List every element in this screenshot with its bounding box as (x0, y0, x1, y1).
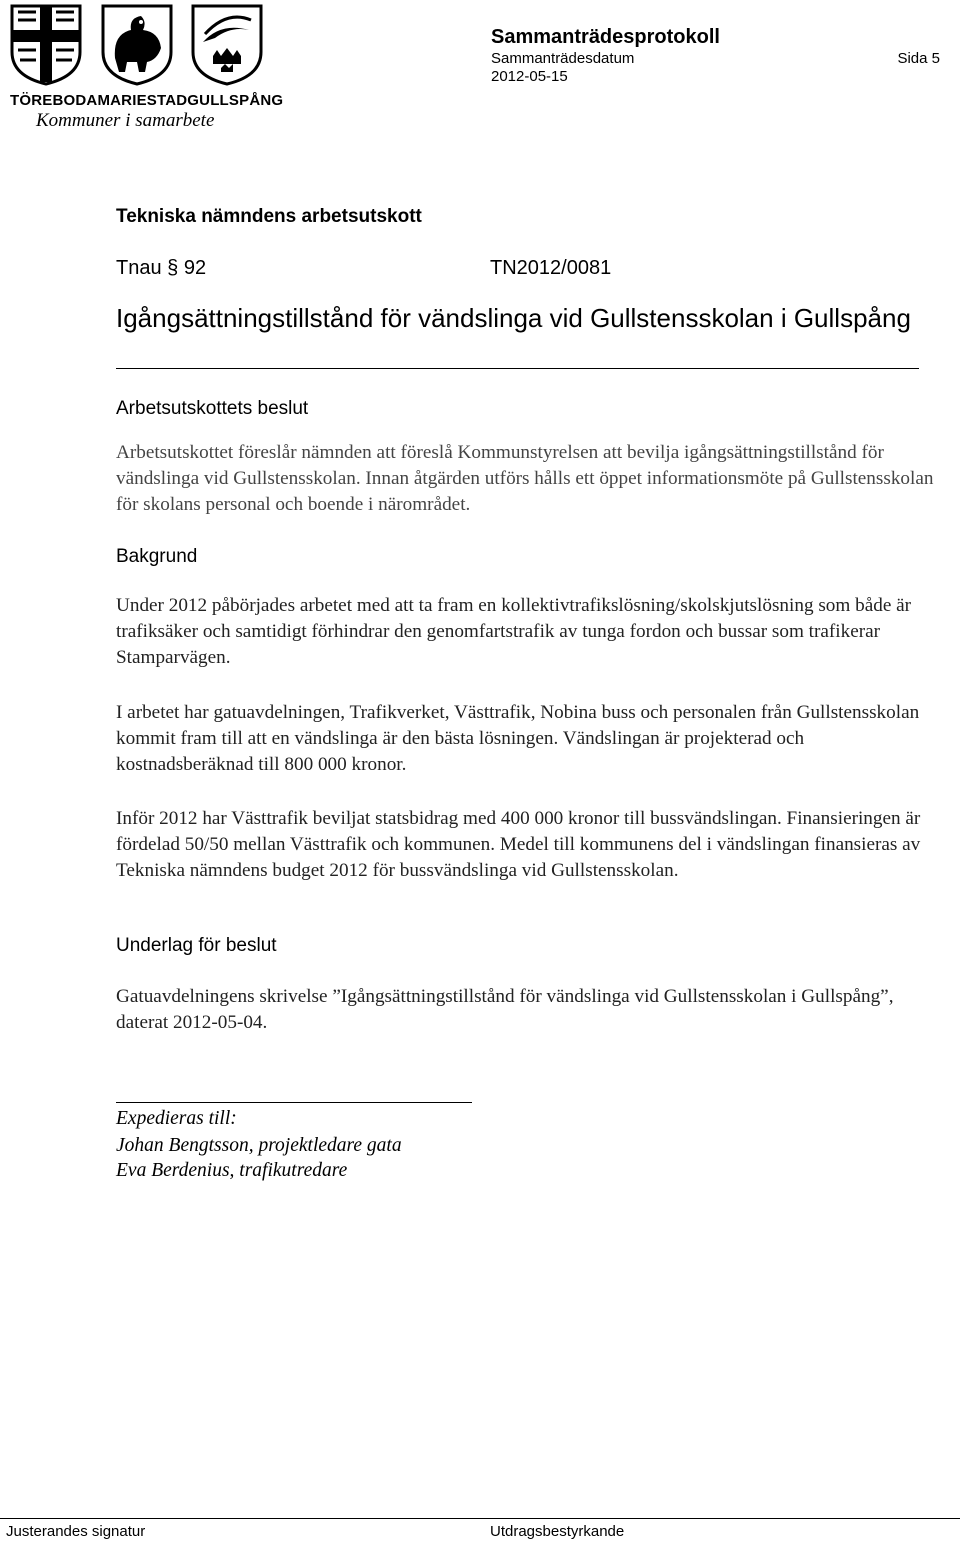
municipality-names (10, 92, 284, 109)
municipality-mariestad: MARIESTAD (97, 92, 188, 109)
municipal-logos (8, 4, 284, 132)
basis-heading: Underlag för beslut (116, 935, 277, 956)
paragraph-code: Tnau § 92 (116, 257, 207, 279)
case-number: TN2012/0081 (490, 257, 612, 279)
municipality-gullspang: GULLSPÅNG (187, 92, 284, 109)
decision-heading: Arbetsutskottets beslut (116, 398, 309, 419)
mariestad-shield-icon (101, 4, 173, 86)
distribution-divider (116, 1102, 472, 1103)
footer-divider (0, 1518, 960, 1519)
committee-name: Tekniska nämndens arbetsutskott (116, 206, 422, 227)
page-number: Sida 5 (897, 50, 940, 67)
gullspang-shield-icon (191, 4, 263, 86)
title-divider (116, 368, 919, 369)
basis-text: Gatuavdelningens skrivelse ”Igångsättningstillstånd för vändslinga vid Gullstensskolan i Gullspång”, daterat 2012-05-04. (116, 986, 894, 1033)
background-heading: Bakgrund (116, 546, 198, 567)
logo-tagline: Kommuner i samarbete (36, 110, 215, 131)
document-title: Sammanträdesprotokoll (491, 26, 720, 48)
meeting-date: 2012-05-15 (491, 68, 568, 85)
background-paragraph: Inför 2012 har Västtrafik beviljat statsbidrag med 400 000 kronor till bussvändslingan. Finansieringen är fördelad 50/50 mellan Västtrafik och kommunen. Medel till kommunens del i vändslingan finansieras av Tekniska nämndens budget 2012 för bussvändslinga vid Gullstensskolan. (116, 808, 921, 881)
distribution-recipient: Johan Bengtsson, projektledare gata (116, 1135, 402, 1156)
municipality-toreboda: TÖREBODA (10, 92, 98, 109)
distribution-label: Expedieras till: (116, 1108, 237, 1129)
toreboda-shield-icon (10, 4, 82, 86)
distribution-recipient: Eva Berdenius, trafikutredare (116, 1160, 348, 1181)
meeting-date-label: Sammanträdesdatum (491, 50, 635, 67)
case-title: Igångsättningstillstånd för vändslinga vid Gullstensskolan i Gullspång (116, 303, 911, 333)
footer-certification-label: Utdragsbestyrkande (490, 1523, 625, 1540)
footer-signature-label: Justerandes signatur (6, 1523, 146, 1540)
decision-text: Arbetsutskottet föreslår nämnden att föreslå Kommunstyrelsen att bevilja igångsättningstillstånd för vändslinga vid Gullstensskolan. Innan åtgärden utförs hålls ett öppet informationsmöte på Gullstensskolan för skolans personal och boende i närområdet. (116, 442, 934, 515)
background-paragraph: I arbetet har gatuavdelningen, Trafikverket, Västtrafik, Nobina buss och personalen från Gullstensskolan kommit fram till att en vändslinga är den bästa lösningen. Vändslingan är projekterad och kostnadsberäknad till 800 000 kronor. (116, 702, 920, 775)
background-paragraph: Under 2012 påbörjades arbetet med att ta fram en kollektivtrafikslösning/skolskjutslösning som både är trafiksäker och samtidigt förhindrar den genomfartstrafik av tunga fordon och bussar som trafikerar Stamparvägen. (116, 595, 912, 668)
